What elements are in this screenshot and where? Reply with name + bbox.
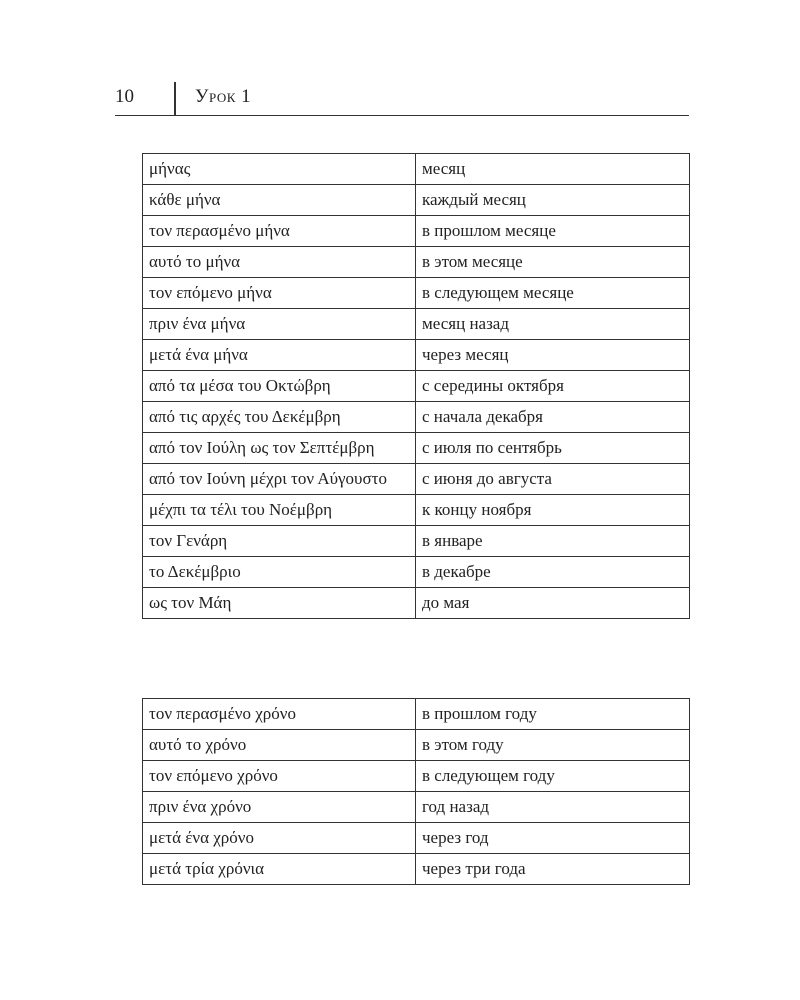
russian-translation: через месяц — [416, 340, 690, 371]
russian-translation: в декабре — [416, 557, 690, 588]
russian-translation: месяц назад — [416, 309, 690, 340]
table-row — [143, 154, 690, 185]
table-row — [143, 278, 690, 309]
table-row — [143, 464, 690, 495]
russian-translation: в этом месяце — [416, 247, 690, 278]
greek-phrase: από τα μέσα του Οκτώβρη — [143, 371, 416, 402]
table-row — [143, 588, 690, 619]
header-divider — [174, 82, 176, 115]
russian-translation: в следующем году — [416, 761, 690, 792]
greek-phrase: μέχπι τα τέλι του Νοέμβρη — [143, 495, 416, 526]
greek-phrase: κάθε μήνα — [143, 185, 416, 216]
table-row — [143, 216, 690, 247]
greek-phrase: τον Γενάρη — [143, 526, 416, 557]
russian-translation: в прошлом году — [416, 699, 690, 730]
greek-phrase: μετά ένα μήνα — [143, 340, 416, 371]
greek-phrase: από τον Ιούνη μέχρι τον Αύγουστο — [143, 464, 416, 495]
table-row — [143, 730, 690, 761]
greek-phrase: πριν ένα χρόνο — [143, 792, 416, 823]
russian-translation: месяц — [416, 154, 690, 185]
russian-translation: в следующем месяце — [416, 278, 690, 309]
table-row — [143, 792, 690, 823]
greek-phrase: μετά ένα χρόνο — [143, 823, 416, 854]
russian-translation: через год — [416, 823, 690, 854]
russian-translation: в прошлом месяце — [416, 216, 690, 247]
table-row — [143, 247, 690, 278]
table-row — [143, 402, 690, 433]
greek-phrase: από τον Ιούλη ως τον Σεπτέμβρη — [143, 433, 416, 464]
russian-translation: год назад — [416, 792, 690, 823]
months-vocabulary-table — [142, 153, 690, 619]
table-row — [143, 854, 690, 885]
russian-translation: в январе — [416, 526, 690, 557]
greek-phrase: τον περασμένο μήνα — [143, 216, 416, 247]
table-row — [143, 526, 690, 557]
greek-phrase: μετά τρία χρόνια — [143, 854, 416, 885]
greek-phrase: αυτό το μήνα — [143, 247, 416, 278]
table-row — [143, 371, 690, 402]
russian-translation: через три года — [416, 854, 690, 885]
table-row — [143, 185, 690, 216]
table-row — [143, 761, 690, 792]
chapter-title: Урок 1 — [195, 86, 252, 107]
years-vocabulary-table — [142, 698, 690, 885]
page-header — [115, 82, 689, 116]
years-table-body — [143, 699, 690, 885]
greek-phrase: μήνας — [143, 154, 416, 185]
greek-phrase: ως τον Μάη — [143, 588, 416, 619]
russian-translation: в этом году — [416, 730, 690, 761]
table-row — [143, 557, 690, 588]
months-table-body — [143, 154, 690, 619]
russian-translation: с июня до августа — [416, 464, 690, 495]
table-row — [143, 340, 690, 371]
greek-phrase: τον επόμενο χρόνο — [143, 761, 416, 792]
table-row — [143, 699, 690, 730]
greek-phrase: πριν ένα μήνα — [143, 309, 416, 340]
table-row — [143, 433, 690, 464]
russian-translation: каждый месяц — [416, 185, 690, 216]
table-row — [143, 823, 690, 854]
russian-translation: до мая — [416, 588, 690, 619]
table-row — [143, 495, 690, 526]
greek-phrase: τον περασμένο χρόνο — [143, 699, 416, 730]
greek-phrase: το Δεκέμβριο — [143, 557, 416, 588]
russian-translation: к концу ноября — [416, 495, 690, 526]
greek-phrase: αυτό το χρόνο — [143, 730, 416, 761]
greek-phrase: τον επόμενο μήνα — [143, 278, 416, 309]
greek-phrase: από τις αρχές του Δεκέμβρη — [143, 402, 416, 433]
page-number: 10 — [115, 86, 134, 107]
table-row — [143, 309, 690, 340]
russian-translation: с июля по сентябрь — [416, 433, 690, 464]
russian-translation: с середины октября — [416, 371, 690, 402]
russian-translation: с начала декабря — [416, 402, 690, 433]
